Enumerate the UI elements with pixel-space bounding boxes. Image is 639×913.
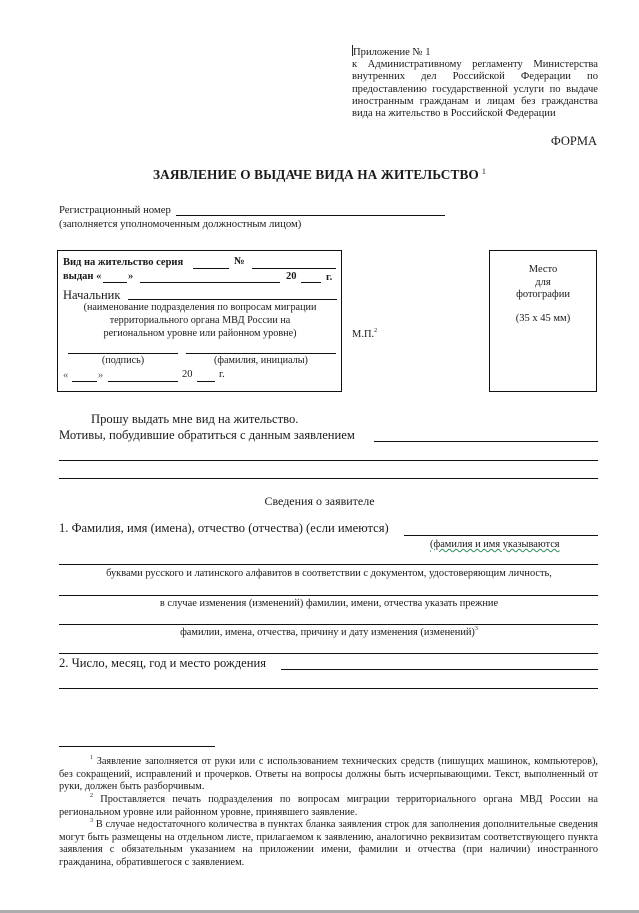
seal-label: М.П.$^2$	[352, 328, 378, 340]
date-month-field[interactable]	[108, 381, 178, 382]
full-name-note-1: (фамилия и имя указываются	[430, 539, 560, 550]
issued-year-field[interactable]	[301, 282, 321, 283]
full-name-note-2: буквами русского и латинского алфавитов в соответствии с документом, удостоверяющим личность,	[106, 568, 552, 579]
series-field[interactable]	[193, 268, 229, 269]
full-name-field-2[interactable]	[59, 564, 598, 565]
appendix-title: Приложение № 1	[353, 47, 431, 58]
footnote-ref-1[interactable]: 1	[481, 167, 486, 176]
chief-note-2: территориального органа МВД России на	[109, 315, 291, 326]
full-name-field-4[interactable]	[59, 624, 598, 625]
chief-label: Начальник	[63, 288, 121, 302]
date-year-prefix: 20	[182, 369, 193, 380]
issued-label: выдан «	[63, 271, 102, 282]
name-initials-field[interactable]	[186, 353, 336, 354]
number-field[interactable]	[252, 268, 336, 269]
full-name-field-5[interactable]	[59, 653, 598, 654]
issued-month-field[interactable]	[140, 282, 280, 283]
issued-year-prefix: 20	[286, 271, 297, 282]
date-quote-close: »	[98, 370, 104, 381]
birth-label: 2. Число, месяц, год и место рождения	[59, 656, 267, 670]
appendix-header	[352, 45, 598, 120]
applicant-section-title: Сведения о заявителе	[264, 494, 375, 508]
date-day-field[interactable]	[72, 381, 97, 382]
full-name-note-3: в случае изменения (изменений) фамилии, имени, отчества указать прежние	[159, 598, 499, 609]
footnote-separator	[59, 746, 215, 747]
chief-field[interactable]	[128, 299, 337, 300]
motives-label: Мотивы, побудившие обратиться с данным заявлением	[59, 428, 355, 442]
footnote-ref-2[interactable]: 2	[374, 328, 378, 334]
number-label: №	[234, 256, 245, 267]
motives-field-2[interactable]	[59, 460, 598, 461]
registration-number-label: Регистрационный номер	[59, 204, 171, 216]
motives-field-1[interactable]	[374, 441, 598, 442]
name-initials-label: (фамилия, инициалы)	[214, 355, 308, 366]
full-name-field-1[interactable]	[404, 535, 598, 536]
full-name-field-3[interactable]	[59, 595, 598, 596]
date-year-field[interactable]	[197, 381, 215, 382]
issued-quote-close: »	[128, 271, 134, 282]
signature-field[interactable]	[68, 353, 178, 354]
request-text: Прошу выдать мне вид на жительство.	[91, 412, 299, 426]
birth-field-1[interactable]	[281, 669, 598, 670]
birth-field-2[interactable]	[59, 688, 598, 689]
full-name-note-4: фамилии, имена, отчества, причину и дату изменения (изменений)$^3$	[180, 626, 478, 638]
date-quote-open: «	[63, 370, 69, 381]
appendix-description: к Административному регламенту Министерства внутренних дел Российской Федерации по предоставлению государственной услуги по выдаче иностранным гражданам и лицам без гражданства вида на жительство в Российской Федерации	[352, 59, 598, 120]
series-label: Вид на жительство серия	[63, 257, 184, 268]
issued-day-field[interactable]	[103, 282, 127, 283]
chief-note-1: (наименование подразделения по вопросам миграции	[83, 302, 317, 313]
photo-size: (35 х 45 мм)	[515, 312, 571, 324]
motives-field-3[interactable]	[59, 478, 598, 479]
chief-note-3: региональном уровне или районном уровне)	[103, 328, 297, 339]
footnote-ref-3[interactable]: 3	[474, 626, 478, 632]
issued-year-suffix: г.	[326, 272, 333, 283]
footnote-3: $^3$ В случае недостаточного количества в пунктах бланка заявления строк для заполнения дополнительные сведения могут быть размещены на отдельном листе, прилагаемом к заявлению, аналогично реквизитам соответствующего пункта заявления с обязательным указанием на приложении имени, фамилии и отчества (при наличии) иностранного гражданина, обратившегося с заявлением.	[59, 818, 598, 868]
date-year-suffix: г.	[219, 369, 225, 380]
document-title: ЗАЯВЛЕНИЕ О ВЫДАЧЕ ВИДА НА ЖИТЕЛЬСТВО $^1$	[153, 167, 486, 182]
registration-number-field[interactable]	[176, 215, 445, 216]
registration-note: (заполняется уполномоченным должностным лицом)	[59, 218, 302, 230]
footnote-2: $^2$ Проставляется печать подразделения по вопросам миграции территориального органа МВД России на региональном уровне или районном уровне, принявшего заявление.	[59, 793, 598, 818]
photo-placeholder: Место для фотографии (35 х 45 мм)	[489, 250, 597, 392]
full-name-label: 1. Фамилия, имя (имена), отчество (отчества) (если имеются)	[59, 521, 389, 535]
signature-label: (подпись)	[101, 355, 145, 366]
form-label: ФОРМА	[550, 134, 597, 148]
footnote-1: $^1$ Заявление заполняется от руки или с использованием технических средств (пишущих машинок, компьютеров), без сокращений, исправлений и прочерков. Ответы на вопросы должны быть исчерпывающими. Текст, выполненный от руки, должен быть разборчивым.	[59, 755, 599, 792]
